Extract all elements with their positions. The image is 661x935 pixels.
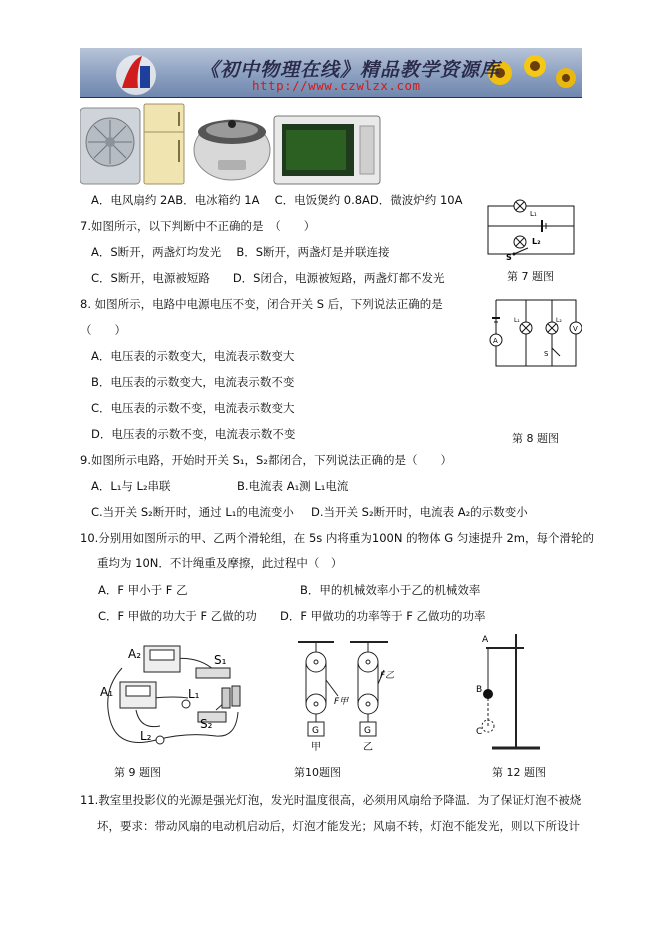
q9-label-l1: L₁: [188, 687, 200, 701]
battery-image: [222, 688, 230, 708]
q9-stem: 9.如图所示电路，开始时开关 S₁，S₂都闭合，下列说法正确的是（ ）: [80, 453, 452, 467]
q9-option-a: A．L₁与 L₂串联: [91, 479, 171, 493]
ammeter-a2-image: [144, 646, 180, 672]
q9-option-b: B.电流表 A₁测 L₁电流: [237, 479, 349, 493]
q8-label-l1: L₁: [514, 317, 520, 324]
banner-url: http://www.czwlzx.com: [252, 78, 421, 93]
q9-label-l2: L₂: [140, 729, 152, 743]
q10-option-b: B．甲的机械效率小于乙的机械效率: [300, 583, 481, 597]
lamp-l2-image: [156, 736, 164, 744]
q8-paren: （ ）: [80, 323, 126, 337]
ammeter-a1-image: [120, 682, 156, 708]
q10-stem-cont: 重均为 10N．不计绳重及摩擦，此过程中（ ）: [97, 556, 343, 570]
q8-option-c: C．电压表的示数不变，电流表示数变大: [91, 401, 295, 415]
q10-label-g-jia: G: [312, 726, 319, 736]
q10-pulley-figure: [294, 640, 394, 760]
q7-options-cd: C．S断开，电源被短路 D．S闭合，电源被短路，两盏灯都不发光: [91, 271, 445, 285]
q12-figure-caption: 第 12 题图: [492, 766, 546, 779]
q7-label-l2: L₂: [532, 237, 541, 246]
q9-figure-caption: 第 9 题图: [114, 766, 161, 779]
q11-line1: 11.教室里投影仪的光源是强光灯泡，发光时温度很高，必须用风扇给予降温．为了保证灯泡不被烧: [80, 793, 582, 807]
rice-cooker-image: [194, 120, 270, 180]
q7-options-ab: A．S断开，两盏灯均发光 B．S断开，两盏灯是并联连接: [91, 245, 390, 259]
q10-label-jia: 甲: [311, 742, 321, 753]
q8-label-ammeter: A: [493, 337, 498, 345]
header-banner: [80, 48, 582, 98]
q9-label-s1: S₁: [214, 653, 227, 667]
q8-figure-caption: 第 8 题图: [512, 432, 559, 445]
switch-s1-image: [196, 668, 230, 678]
q12-pendulum-figure: [476, 630, 556, 758]
q8-label-voltmeter: V: [573, 325, 578, 333]
q12-label-c: C: [476, 727, 483, 737]
q10-label-g-yi: G: [364, 726, 371, 736]
q10-label-yi: 乙: [363, 742, 373, 753]
q8-label-s: S: [544, 350, 549, 358]
q9-option-d: D.当开关 S₂断开时，电流表 A₂的示数变小: [311, 505, 528, 519]
q9-label-s2: S₂: [200, 717, 213, 731]
q12-label-a: A: [482, 635, 489, 645]
q9-label-a1: A₁: [100, 685, 114, 699]
q8-option-a: A．电压表的示数变大，电流表示数变大: [91, 349, 295, 363]
header-rule: [80, 97, 582, 98]
q8-circuit-diagram: [486, 294, 582, 370]
q12-label-b: B: [476, 685, 483, 695]
q10-option-d: D．F 甲做功的功率等于 F 乙做功的功率: [280, 609, 486, 623]
q9-label-a2: A₂: [128, 647, 142, 661]
q10-option-c: C．F 甲做的功大于 F 乙做的功: [98, 609, 257, 623]
q7-figure-caption: 第 7 题图: [507, 270, 554, 283]
q10-stem: 10.分别用如图所示的甲、乙两个滑轮组，在 5s 内将重为100N 的物体 G 匀速提升 2m，每个滑轮的: [80, 531, 595, 545]
q10-option-a: A．F 甲小于 F 乙: [98, 583, 188, 597]
q8-stem: 8. 如图所示，电路中电源电压不变，闭合开关 S 后，下列说法正确的是: [80, 297, 443, 311]
pendulum-ball: [483, 689, 493, 699]
q7-label-l1: L₁: [530, 210, 537, 218]
q6-options: A．电风扇约 2AB．电冰箱约 1A C．电饭煲约 0.8AD．微波炉约 10A: [91, 193, 463, 207]
q7-stem: 7.如图所示，以下判断中不正确的是 （ ）: [80, 219, 316, 233]
fan-image: [80, 108, 140, 184]
q8-option-b: B．电压表的示数变大，电流表示数不变: [91, 375, 295, 389]
q10-label-f-yi: F乙: [380, 671, 394, 681]
lamp-l1-image: [182, 700, 190, 708]
microwave-image: [274, 116, 380, 184]
banner-title: 《初中物理在线》精品教学资源库: [200, 59, 501, 81]
appliance-photos: [80, 102, 400, 186]
q8-option-d: D．电压表的示数不变，电流表示数不变: [91, 427, 296, 441]
q11-line2: 坏，要求：带动风扇的电动机启动后，灯泡才能发光；风扇不转，灯泡不能发光，则以下所设计: [97, 819, 580, 833]
q7-label-s: S: [506, 253, 512, 262]
q9-circuit-figure: [96, 640, 256, 760]
q7-circuit-diagram: [484, 196, 580, 262]
q9-option-c: C.当开关 S₂断开时，通过 L₁的电流变小: [91, 505, 294, 519]
q10-label-f-jia: F甲: [334, 697, 349, 707]
fridge-image: [144, 104, 184, 184]
q10-figure-caption: 第10题图: [294, 766, 341, 779]
q8-label-l2: L₂: [556, 317, 562, 324]
